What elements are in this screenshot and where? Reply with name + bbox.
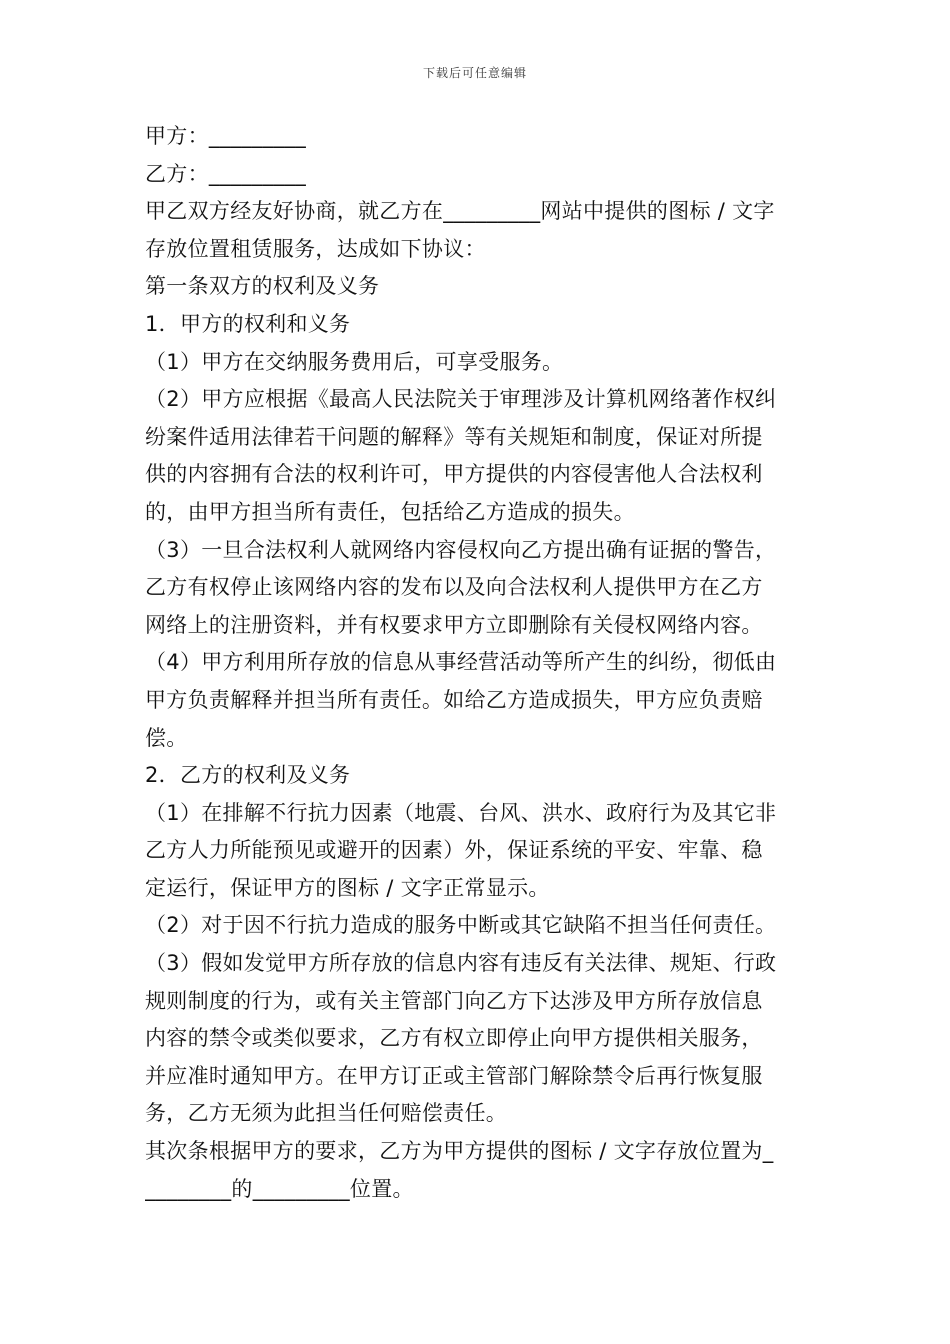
intro-line-2: 存放位置租赁服务，达成如下协议： [145, 236, 486, 261]
article-1-heading: 第一条双方的权利及义务 [145, 274, 380, 299]
clause-b3-line-3: 内容的禁令或类似要求，乙方有权立即停止向甲方提供相关服务， [145, 1026, 763, 1051]
clause-a1-line-1: （1）甲方在交纳服务费用后，可享受服务。 [145, 349, 564, 374]
article-2-line-1: 其次条根据甲方的要求，乙方为甲方提供的图标 / 文字存放位置为_ [145, 1139, 774, 1164]
article-2-line-2: ________的_________位置。 [145, 1176, 414, 1201]
clause-b2-line-1: （2）对于因不行抗力造成的服务中断或其它缺陷不担当任何责任。 [145, 913, 777, 938]
clause-b1-line-2: 乙方人力所能预见或避开的因素）外，保证系统的平安、牢靠、稳 [145, 838, 763, 863]
clause-a3-line-3: 网络上的注册资料，并有权要求甲方立即删除有关侵权网络内容。 [145, 612, 763, 637]
clause-b3-line-1: （3）假如发觉甲方所存放的信息内容有违反有关法律、规矩、行政 [145, 951, 777, 976]
clause-b1-line-1: （1）在排解不行抗力因素（地震、台风、洪水、政府行为及其它非 [145, 800, 777, 825]
clause-a2-line-1: （2）甲方应根据《最高人民法院关于审理涉及计算机网络著作权纠 [145, 387, 777, 412]
intro-line-1: 甲乙双方经友好协商，就乙方在_________网站中提供的图标 / 文字 [145, 199, 775, 224]
clause-a4-line-1: （4）甲方利用所存放的信息从事经营活动等所产生的纠纷，彻低由 [145, 650, 777, 675]
page-header-note: 下载后可任意编辑 [422, 66, 527, 80]
clause-b3-line-2: 规则制度的行为，或有关主管部门向乙方下达涉及甲方所存放信息 [145, 988, 763, 1013]
section-1-heading: 1．甲方的权利和义务 [145, 311, 351, 336]
clause-a2-line-4: 的，由甲方担当所有责任，包括给乙方造成的损失。 [145, 499, 635, 524]
party-a-line: 甲方：_________ [145, 124, 307, 148]
party-b-line: 乙方：_________ [145, 161, 307, 186]
clause-b3-line-5: 务，乙方无须为此担当任何赔偿责任。 [145, 1101, 508, 1126]
clause-a4-line-2: 甲方负责解释并担当所有责任。如给乙方造成损失，甲方应负责赔 [145, 687, 763, 712]
clause-a2-line-3: 供的内容拥有合法的权利许可，甲方提供的内容侵害他人合法权利 [145, 462, 763, 487]
clause-a3-line-1: （3）一旦合法权利人就网络内容侵权向乙方提出确有证据的警告， [145, 537, 777, 562]
contract-body [145, 118, 810, 1208]
clause-a4-line-3: 偿。 [145, 725, 188, 750]
clause-a3-line-2: 乙方有权停止该网络内容的发布以及向合法权利人提供甲方在乙方 [145, 575, 763, 600]
section-2-heading: 2．乙方的权利及义务 [145, 763, 351, 788]
clause-a2-line-2: 纷案件适用法律若干问题的解释》等有关规矩和制度，保证对所提 [145, 424, 763, 449]
clause-b1-line-3: 定运行，保证甲方的图标 / 文字正常显示。 [145, 875, 550, 900]
clause-b3-line-4: 并应准时通知甲方。在甲方订正或主管部门解除禁令后再行恢复服 [145, 1063, 763, 1088]
